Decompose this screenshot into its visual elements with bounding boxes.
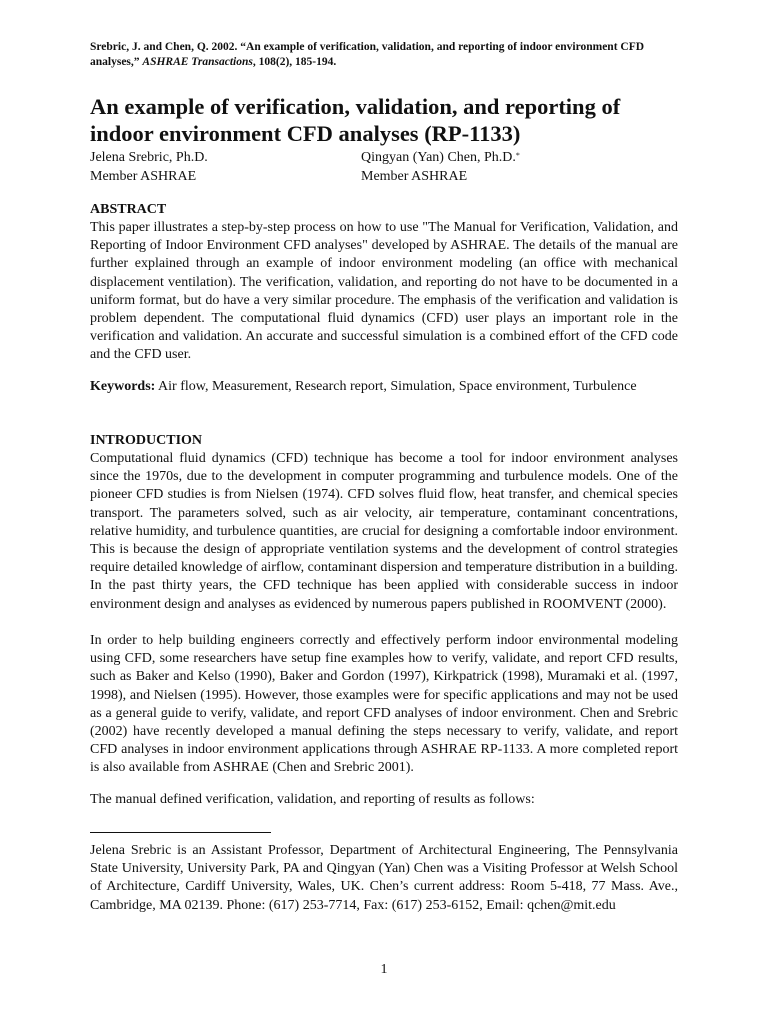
author-2-name: Qingyan (Yan) Chen, Ph.D. xyxy=(361,150,516,165)
introduction-paragraph-1: Computational fluid dynamics (CFD) technique has become a tool for indoor environment analyses since the 1970s, due to the development in computer programming and turbulence models. One of the pioneer CFD studies is from Nielsen (1974). CFD solves fluid flow, heat transfer, and chemical species transport. The parameters solved, such as air velocity, air temperature, contaminant concentrations, relative humidity, and turbulence quantities, are crucial for designing a comfortable indoor environment. This is because the design of appropriate ventilation systems and the development of control strategies require detailed knowledge of airflow, contaminant dispersion and temperature distribution in a building. In the past thirty years, the CFD technique has been applied with considerable success in indoor environment design and analyses as evidenced by numerous papers published in ROOMVENT (2000). xyxy=(90,451,678,612)
footnote-text: Jelena Srebric is an Assistant Professor, Department of Architectural Engineering, The Pennsylvania State University, University Park, PA and Qingyan (Yan) Chen was a Visiting Professor at Welsh School of Architecture, Cardiff University, Wales, UK. Chen’s current address: Room 5-418, 77 Mass. Ave., Cambridge, MA 02139. Phone: (617) 253-7714, Fax: (617) 253-6152, Email: qchen@mit.edu xyxy=(90,843,678,913)
abstract-text: This paper illustrates a step-by-step process on how to use "The Manual for Verification, Validation, and Reporting of Indoor Environment CFD analyses" developed by ASHRAE. The details of the manual are further explained through an example of indoor environment modeling (an office with mechanical displacement ventilation). The verification, validation, and reporting do not have to be documented in a uniform format, but do have a very similar procedure. The emphasis of the verification and validation is problem dependent. The computational fluid dynamics (CFD) user plays an important role in the verification and validation. An accurate and successful simulation is a combined effort of the CFD code and the CFD user. xyxy=(90,220,678,363)
citation-text: Srebric, J. and Chen, Q. 2002. “An example of verification, validation, and reporting of indoor environment CFD analyses,” xyxy=(90,41,645,68)
introduction-paragraph-3: The manual defined verification, validation, and reporting of results as follows: xyxy=(90,792,535,807)
citation-journal: ASHRAE Transactions xyxy=(142,56,253,68)
citation-header xyxy=(90,40,678,70)
page-number: 1 xyxy=(380,962,388,977)
abstract-heading: ABSTRACT xyxy=(90,202,167,217)
author-1-name: Jelena Srebric, Ph.D. xyxy=(90,150,208,165)
footnote-divider xyxy=(90,832,271,833)
keywords-text: Air flow, Measurement, Research report, Simulation, Space environment, Turbulence xyxy=(155,379,637,394)
citation-volume: , 108(2), 185-194. xyxy=(252,56,337,68)
author-1 xyxy=(90,149,208,186)
author-1-affiliation: Member ASHRAE xyxy=(90,168,197,184)
paper-title: An example of verification, validation, and reporting of indoor environment CFD analyses (RP-1133) xyxy=(90,94,621,146)
introduction-heading: INTRODUCTION xyxy=(90,433,203,448)
introduction-paragraph-2: In order to help building engineers correctly and effectively perform indoor environmental modeling using CFD, some researchers have setup fine examples how to verify, validate, and report CFD results, such as Baker and Kelso (1990), Baker and Gordon (1997), Kirkpatrick (1998), Muramaki et al. (1997, 1998), and Nielsen (1995). However, those examples were for specific applications and may not be used as a general guide to verify, validate, and report CFD analyses of indoor environment. Chen and Srebric (2002) have recently developed a manual defining the steps necessary to verify, validate, and report CFD analyses in indoor environment applications through ASHRAE RP-1133. A more completed report is also available from ASHRAE (Chen and Srebric 2001). xyxy=(90,633,678,776)
author-2-footnote-marker: * xyxy=(515,151,520,160)
keywords-label: Keywords: xyxy=(90,379,156,394)
keywords xyxy=(90,378,678,396)
author-2-affiliation: Member ASHRAE xyxy=(361,168,468,184)
author-2 xyxy=(361,149,520,186)
